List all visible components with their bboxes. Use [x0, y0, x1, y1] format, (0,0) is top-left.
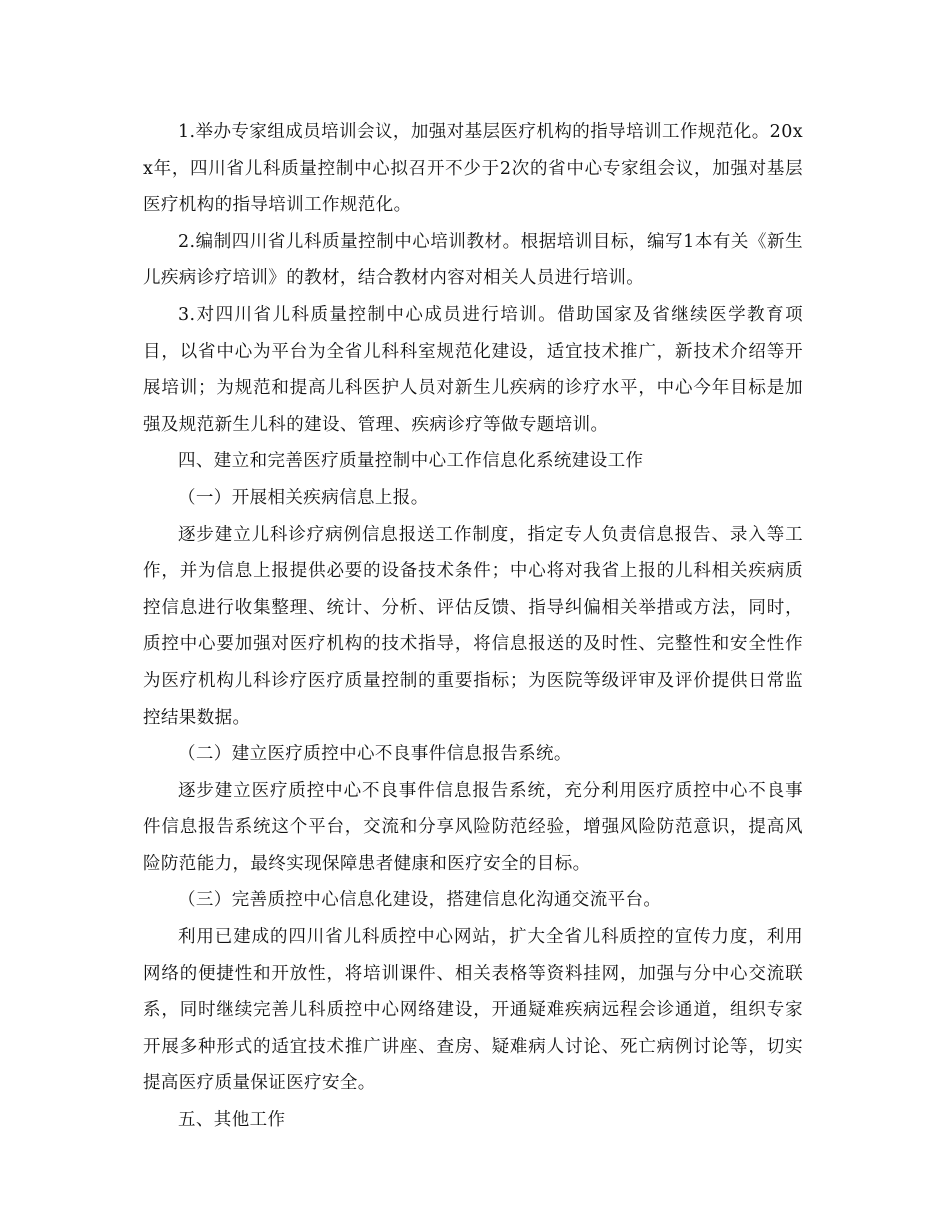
subheading-4-3: （三）完善质控中心信息化建设，搭建信息化沟通交流平台。 — [178, 890, 662, 911]
subheading-4-2: （二）建立医疗质控中心不良事件信息报告系统。 — [178, 744, 572, 765]
paragraph-4-1-body: 逐步建立儿科诊疗病例信息报送工作制度，指定专人负责信息报告、录入等工作，并为信息上报提供必要的设备技术条件；中心将对我省上报的儿科相关疾病质控信息进行收集整理、统计、分析、评估反馈、指导纠偏相关举措或方法，同时，质控中心要加强对医疗机构的技术指导，将信息报送的及时性、完整性和安全性作为医疗机构儿科诊疗医疗质量控制的重要指标；为医院等级评审及评价提供日常监控结果数据。 — [143, 524, 803, 728]
paragraph-item-3-member-training: 3.对四川省儿科质量控制中心成员进行培训。借助国家及省继续医学教育项目，以省中心为平台为全省儿科科室规范化建设，适宜技术推广，新技术介绍等开展培训；为规范和提高儿科医护人员对新生儿疾病的诊疗水平，中心今年目标是加强及规范新生儿科的建设、管理、疾病诊疗等做专题培训。 — [143, 304, 803, 435]
subheading-4-1: （一）开展相关疾病信息上报。 — [178, 487, 429, 508]
document-body — [143, 114, 803, 1139]
paragraph-item-2-training-material: 2.编制四川省儿科质量控制中心培训教材。根据培训目标，编写1本有关《新生儿疾病诊疗培训》的教材，结合教材内容对相关人员进行培训。 — [143, 231, 803, 289]
paragraph-4-2-body: 逐步建立医疗质控中心不良事件信息报告系统，充分利用医疗质控中心不良事件信息报告系统这个平台，交流和分享风险防范经验，增强风险防范意识，提高风险防范能力，最终实现保障患者健康和医疗安全的目标。 — [143, 780, 803, 874]
paragraph-4-3-body: 利用已建成的四川省儿科质控中心网站，扩大全省儿科质控的宣传力度，利用网络的便捷性和开放性，将培训课件、相关表格等资料挂网，加强与分中心交流联系，同时继续完善儿科质控中心网络建设，开通疑难疾病远程会诊通道，组织专家开展多种形式的适宜技术推广讲座、查房、疑难病人讨论、死亡病例讨论等，切实提高医疗质量保证医疗安全。 — [143, 927, 803, 1094]
section-heading-5: 五、其他工作 — [178, 1110, 286, 1131]
paragraph-item-1-training-meeting: 1.举办专家组成员培训会议，加强对基层医疗机构的指导培训工作规范化。20xx年，四川省儿科质量控制中心拟召开不少于2次的省中心专家组会议，加强对基层医疗机构的指导培训工作规范化。 — [143, 122, 803, 216]
section-heading-4: 四、建立和完善医疗质量控制中心工作信息化系统建设工作 — [178, 451, 644, 472]
